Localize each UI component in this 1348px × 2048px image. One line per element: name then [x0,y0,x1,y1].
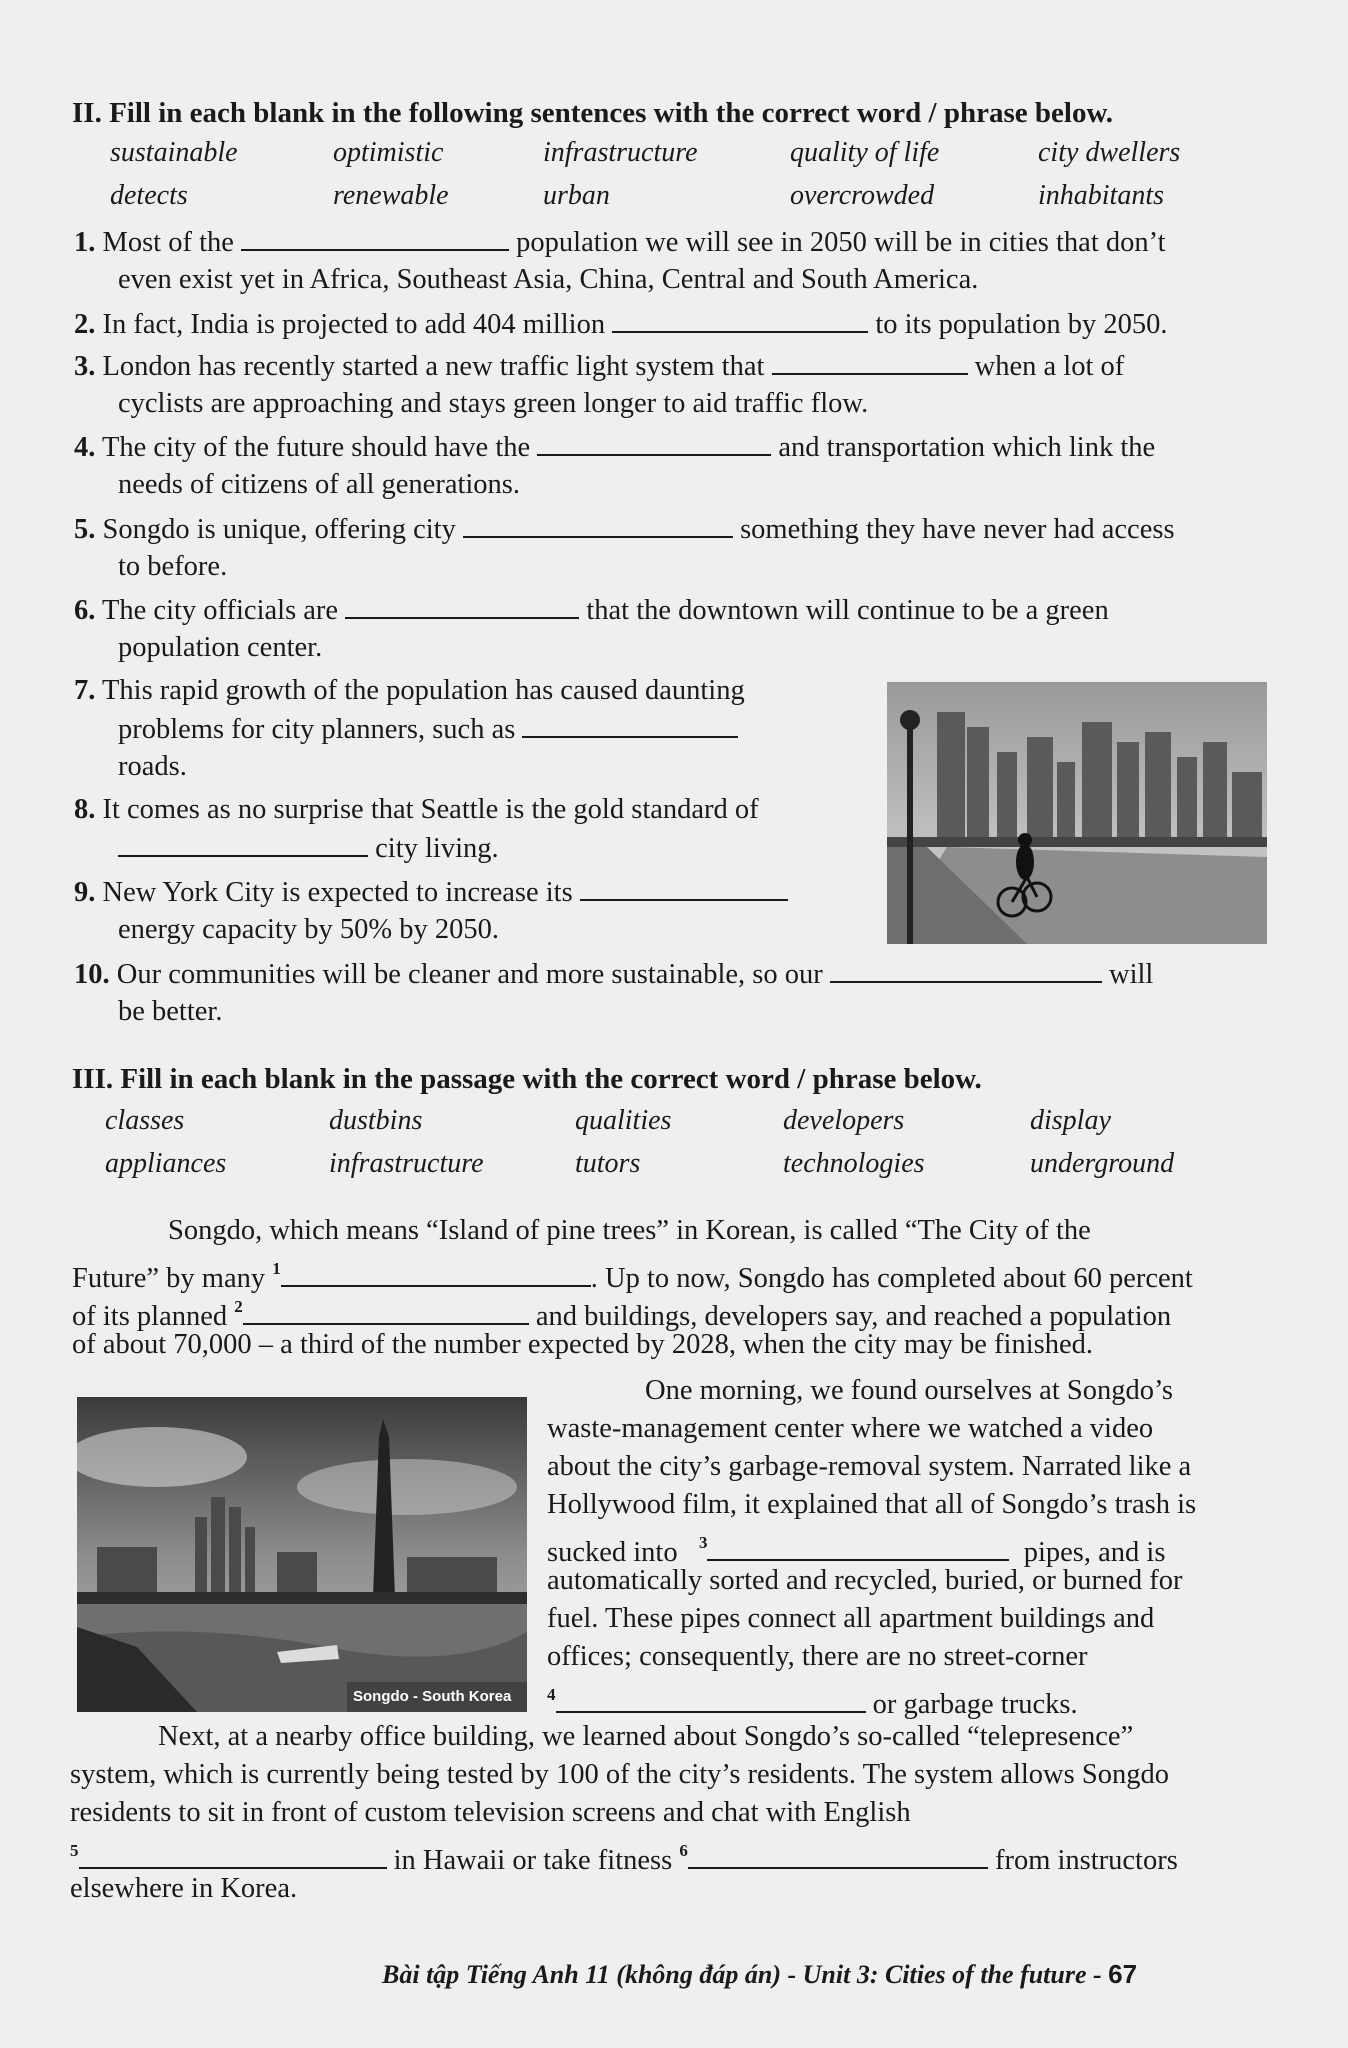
sentence-5-cont: to before. [118,551,228,582]
option-word: tutors [575,1148,641,1179]
passage-line: Next, at a nearby office building, we learned about Songdo’s so-called “telepresence” [158,1721,1134,1752]
answer-blank[interactable] [79,1841,387,1869]
sentence-1-cont: even exist yet in Africa, Southeast Asia, China, Central and South America. [118,264,979,295]
answer-blank[interactable] [537,428,771,456]
page-number: 67 [1108,1959,1138,1989]
footer-text: Bài tập Tiếng Anh 11 (không đáp án) - Unit 3: Cities of the future - [382,1960,1102,1989]
answer-blank[interactable] [580,873,788,901]
sentence-8-cont: city living. [118,829,499,868]
option-word: detects [110,180,188,211]
sentence-7: 7. This rapid growth of the population has caused daunting [74,675,745,706]
page-footer [382,1959,1137,1990]
option-word: dustbins [329,1105,423,1136]
item-number: 3. [74,351,96,382]
option-word: infrastructure [543,137,698,168]
passage-line: about the city’s garbage-removal system. Narrated like a [547,1451,1192,1482]
item-number: 4. [74,432,96,463]
section-2-heading: II. Fill in each blank in the following sentences with the correct word / phrase below. [72,97,1114,129]
option-word: optimistic [333,137,444,168]
passage-line: Hollywood film, it explained that all of Songdo’s trash is [547,1489,1197,1520]
photo-caption: Songdo - South Korea [353,1688,512,1705]
sentence-10-cont: be better. [118,996,223,1027]
passage-line: offices; consequently, there are no street-corner [547,1641,1088,1672]
answer-blank[interactable] [830,955,1102,983]
item-number: 9. [74,877,96,908]
sentence-8: 8. It comes as no surprise that Seattle is the gold standard of [74,794,759,825]
answer-blank[interactable] [612,305,868,333]
sentence-6-cont: population center. [118,632,323,663]
passage-line: waste-management center where we watched a video [547,1413,1154,1444]
option-word: underground [1030,1148,1175,1179]
option-word: urban [543,180,610,211]
passage-line: automatically sorted and recycled, buried, or burned for [547,1565,1183,1596]
sentence-9-cont: energy capacity by 50% by 2050. [118,914,499,945]
blank-number: 4 [547,1685,556,1704]
item-number: 8. [74,794,96,825]
sentence-10: 10. Our communities will be cleaner and more sustainable, so our will [74,955,1153,994]
passage-line: system, which is currently being tested by 100 of the city’s residents. The system allows Songdo [70,1759,1169,1790]
sentence-4: 4. The city of the future should have the and transportation which link the [74,428,1155,467]
option-word: renewable [333,180,449,211]
passage-line: One morning, we found ourselves at Songdo’s [645,1375,1173,1406]
option-word: classes [105,1105,185,1136]
blank-number: 5 [70,1841,79,1860]
answer-blank[interactable] [241,223,509,251]
passage-line: $^4$ or garbage trucks. [547,1685,1078,1720]
sentence-2: 2. In fact, India is projected to add 404 million to its population by 2050. [74,305,1167,344]
answer-blank[interactable] [688,1841,988,1869]
option-word: appliances [105,1148,227,1179]
blank-number: 3 [698,1533,708,1552]
passage-line: $^5$ in Hawaii or take fitness $^6$ from instructors [70,1841,1178,1876]
answer-blank[interactable] [556,1685,866,1713]
passage-line: of about 70,000 – a third of the number expected by 2028, when the city may be finished. [72,1329,1093,1360]
sentence-5: 5. Songdo is unique, offering city something they have never had access [74,510,1175,549]
answer-blank[interactable] [707,1533,1009,1561]
sentence-9: 9. New York City is expected to increase its [74,873,788,912]
option-word: developers [783,1105,905,1136]
answer-blank[interactable] [463,510,733,538]
passage-line: residents to sit in front of custom television screens and chat with English [70,1797,911,1828]
passage-line: fuel. These pipes connect all apartment buildings and [547,1603,1155,1634]
item-number: 10. [74,959,110,990]
item-number: 6. [74,595,96,626]
passage-line: of its planned $^2$ and buildings, developers say, and reached a population [72,1297,1172,1332]
option-word: sustainable [110,137,238,168]
sentence-6: 6. The city officials are that the downtown will continue to be a green [74,591,1109,630]
blank-number: 1 [272,1259,281,1278]
passage-line: elsewhere in Korea. [70,1873,298,1904]
option-word: display [1030,1105,1111,1136]
item-number: 2. [74,309,96,340]
passage-line: sucked into $^3$ pipes, and is [547,1533,1166,1568]
sentence-7-end: roads. [118,751,187,782]
sentence-3-cont: cyclists are approaching and stays green longer to aid traffic flow. [118,388,869,419]
blank-number: 2 [234,1297,243,1316]
item-number: 1. [74,227,96,258]
answer-blank[interactable] [118,829,368,857]
sentence-3: 3. London has recently started a new traffic light system that when a lot of [74,347,1124,386]
option-word: overcrowded [790,180,935,211]
cyclist-city-photo [887,682,1267,944]
option-word: qualities [575,1105,672,1136]
item-number: 5. [74,514,96,545]
option-word: city dwellers [1038,137,1181,168]
answer-blank[interactable] [281,1259,591,1287]
option-word: quality of life [790,137,940,168]
option-word: infrastructure [329,1148,484,1179]
sentence-7-cont: problems for city planners, such as [118,710,738,749]
sentence-4-cont: needs of citizens of all generations. [118,469,521,500]
sentence-1: 1. Most of the population we will see in 2050 will be in cities that don’t [74,223,1166,262]
option-word: technologies [783,1148,925,1179]
passage-line: Songdo, which means “Island of pine trees” in Korean, is called “The City of the [168,1215,1091,1246]
answer-blank[interactable] [772,347,968,375]
answer-blank[interactable] [243,1297,529,1325]
section-3-heading: III. Fill in each blank in the passage with the correct word / phrase below. [72,1063,982,1095]
answer-blank[interactable] [345,591,579,619]
option-word: inhabitants [1038,180,1165,211]
answer-blank[interactable] [522,710,738,738]
songdo-photo [77,1397,527,1712]
passage-line: Future” by many $^1$ . Up to now, Songdo has completed about 60 percent [72,1259,1193,1294]
blank-number: 6 [679,1841,688,1860]
item-number: 7. [74,675,96,706]
